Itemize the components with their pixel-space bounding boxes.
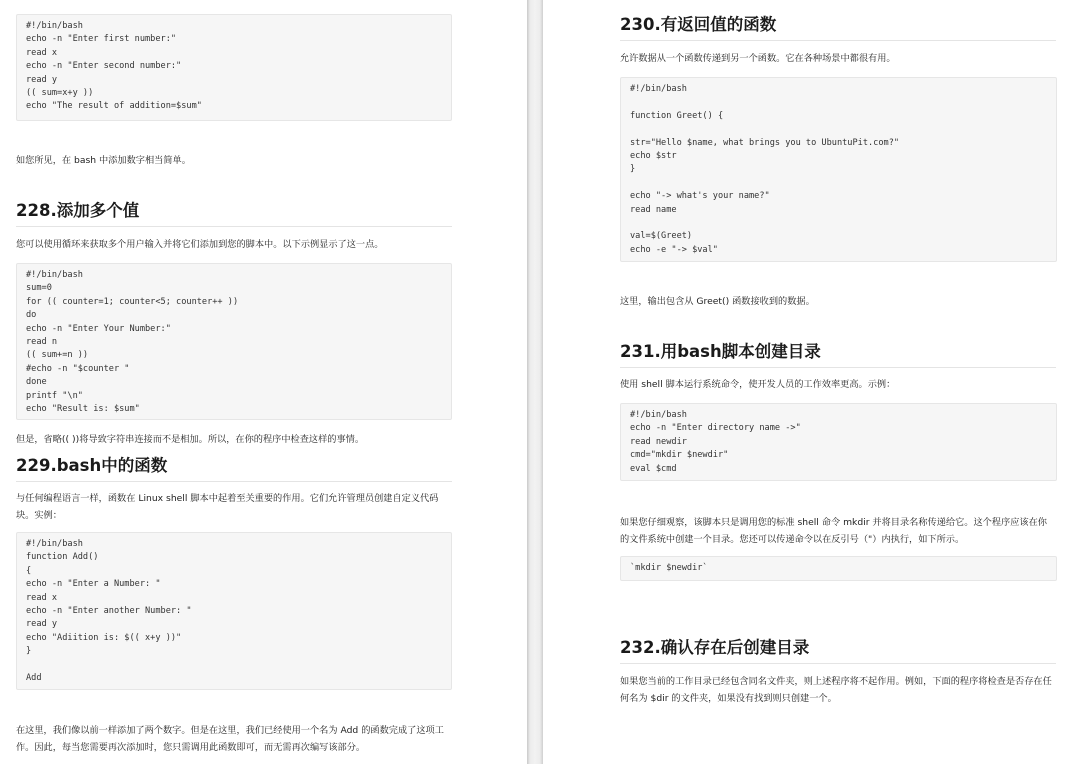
paragraph: 如果您当前的工作目录已经包含同名文件夹，则上述程序将不起作用。例如，下面的程序将检查是否存在任何名为 $dir 的文件夹，如果没有找到则只创建一个。 xyxy=(620,676,1052,704)
paragraph: 与任何编程语言一样，函数在 Linux shell 脚本中起着至关重要的作用。它们允许管理员创建自定义代码块。实例： xyxy=(16,493,439,521)
paragraph: 如您所见，在 bash 中添加数字相当简单。 xyxy=(16,155,191,166)
section-heading-232: 232.确认存在后创建目录 xyxy=(620,637,1056,664)
code-block-return-function: #!/bin/bash function Greet() { str="Hello $name, what brings you to UbuntuPit.com?" echo $str } echo "-> what's your name?" read name val=$(Greet) echo -e "-> $val" xyxy=(620,77,1057,262)
paragraph: 如果您仔细观察，该脚本只是调用您的标准 shell 命令 mkdir 并将目录名称传递给它。这个程序应该在你的文件系统中创建一个目录。您还可以传递命令以在反引号（"）内执行，如下所示。 xyxy=(620,517,1047,545)
page-gutter xyxy=(527,0,543,764)
section-heading-230: 230.有返回值的函数 xyxy=(620,14,1056,41)
paragraph: 这里，输出包含从 Greet() 函数接收到的数据。 xyxy=(620,296,815,307)
section-heading-229: 229.bash中的函数 xyxy=(16,455,452,482)
paragraph: 在这里，我们像以前一样添加了两个数字。但是在这里，我们已经使用一个名为 Add 的函数完成了这项工作。因此，每当您需要再次添加时，您只需调用此函数即可，而无需再次编写该部分。 xyxy=(16,725,444,753)
code-block-mkdir: `mkdir $newdir` xyxy=(620,556,1057,581)
paragraph: 允许数据从一个函数传递到另一个函数。它在各种场景中都很有用。 xyxy=(620,53,896,64)
code-block-addition: #!/bin/bash echo -n "Enter first number:" read x echo -n "Enter second number:" read y (( sum=x+y )) echo "The result of addition=$sum" xyxy=(16,14,452,121)
section-heading-231: 231.用bash脚本创建目录 xyxy=(620,341,1056,368)
paragraph: 您可以使用循环来获取多个用户输入并将它们添加到您的脚本中。以下示例显示了这一点。 xyxy=(16,239,384,250)
section-heading-228: 228.添加多个值 xyxy=(16,200,452,227)
left-page xyxy=(0,0,527,764)
paragraph: 使用 shell 脚本运行系统命令，使开发人员的工作效率更高。示例： xyxy=(620,379,896,390)
paragraph: 但是，省略(( ))将导致字符串连接而不是相加。所以，在你的程序中检查这样的事情。 xyxy=(16,434,365,445)
code-block-function: #!/bin/bash function Add() { echo -n "Enter a Number: " read x echo -n "Enter another Number: " read y echo "Adiition is: $(( x+y ))" } Add xyxy=(16,532,452,690)
right-page xyxy=(543,0,1070,764)
code-block-create-directory: #!/bin/bash echo -n "Enter directory name ->" read newdir cmd="mkdir $newdir" eval $cmd xyxy=(620,403,1057,481)
code-block-multiple-values: #!/bin/bash sum=0 for (( counter=1; counter<5; counter++ )) do echo -n "Enter Your Number:" read n (( sum+=n )) #echo -n "$counter " done printf "\n" echo "Result is: $sum" xyxy=(16,263,452,420)
